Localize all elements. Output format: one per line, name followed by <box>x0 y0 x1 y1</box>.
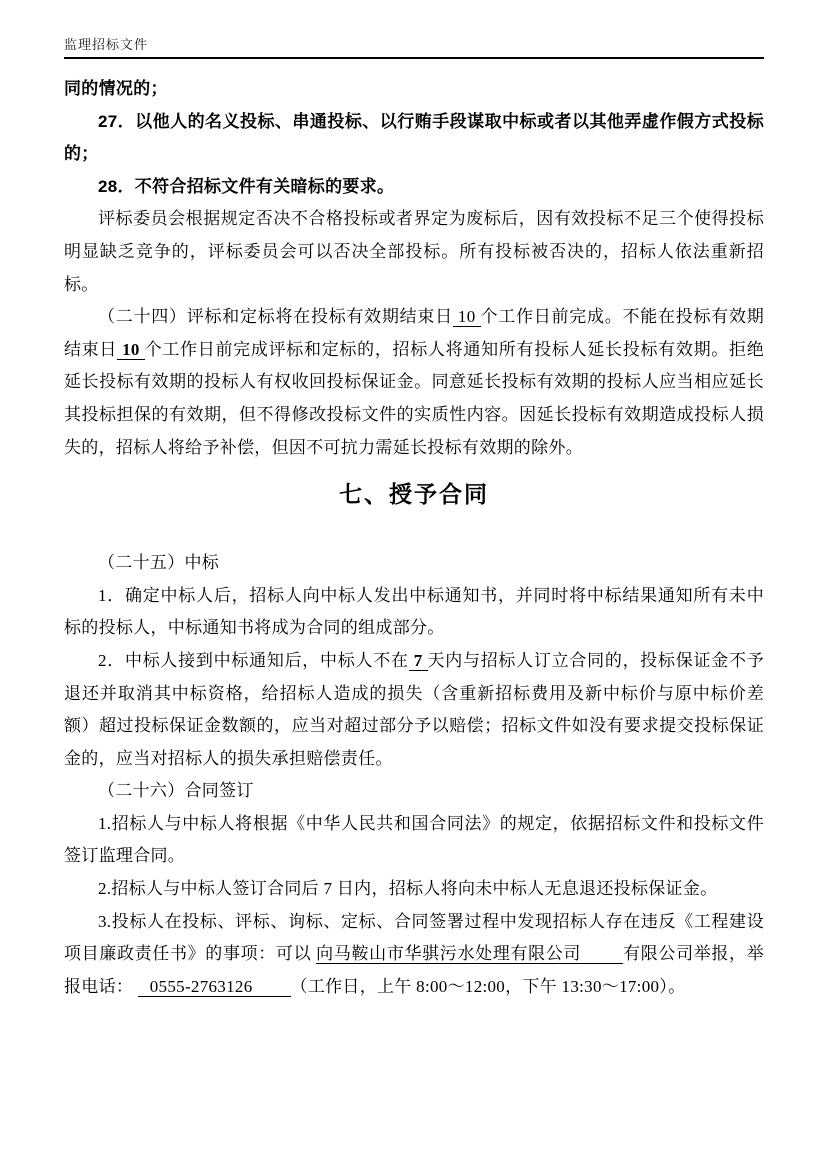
contract-days-blank: 7 <box>408 650 428 670</box>
section-title-award-contract: 七、授予合同 <box>339 481 489 508</box>
clause-25-item-2 <box>64 645 764 775</box>
page-header <box>64 36 764 59</box>
clause-26-item-3-text-1: 3.投标人在投标、评标、询标、定标、合同签署过程中发现招标人存在违反《工程建设项目廉政责任书》的事项：可以 <box>64 911 764 964</box>
clause-26-item-2: 2.招标人与中标人签订合同后 7 日内，招标人将向未中标人无息退还投标保证金。 <box>98 879 718 899</box>
paragraph-rejection: 评标委员会根据规定否决不合格投标或者界定为废标后，因有效投标不足三个使得投标明显缺乏竞争的，评标委员会可以否决全部投标。所有投标被否决的，招标人依法重新招标。 <box>64 209 764 294</box>
clause-25-item-2-text-2: 天内与招标人订立合同的，投标保证金不予退还并取消其中标资格，给招标人造成的损失（含重新招标费用及新中标价与原中标价差额）超过投标保证金数额的，应当对超过部分予以赔偿；招标文件如没有要求提交投标保证金的，应当对招标人的损失承担赔偿责任。 <box>64 650 765 768</box>
report-phone-blank: 0555-2763126 <box>138 977 291 997</box>
clause-24-text-1: （二十四）评标和定标将在投标有效期结束日 <box>98 307 453 327</box>
document-body <box>64 73 764 1003</box>
clause-27: 27．以他人的名义投标、串通投标、以行贿手段谋取中标或者以其他弄虚作假方式投标的； <box>64 111 764 164</box>
report-company-blank: 向马鞍山市华骐污水处理有限公司 <box>316 944 623 964</box>
clause-26-item-3-text-2: 有限公司举报，举报电话： <box>64 944 765 996</box>
clause-24 <box>64 301 764 464</box>
clause-fragment: 同的情况的； <box>64 79 168 98</box>
clause-28: 28．不符合招标文件有关暗标的要求。 <box>98 176 395 196</box>
clause-26-item-3 <box>64 906 764 1004</box>
clause-25-item-2-text-1: 2．中标人接到中标通知后，中标人不在 <box>98 650 409 670</box>
validity-days-blank-1: 10 <box>452 307 481 327</box>
clause-25-item-1: 1．确定中标人后，招标人向中标人发出中标通知书，并同时将中标结果通知所有未中标的投标人，中标通知书将成为合同的组成部分。 <box>64 585 764 638</box>
clause-25-heading: （二十五）中标 <box>98 553 220 573</box>
validity-days-blank-2: 10 <box>117 339 145 359</box>
clause-24-text-3: 个工作日前完成评标和定标的，招标人将通知所有投标人延长投标有效期。拒绝延长投标有效期的投标人有权收回投标保证金。同意延长投标有效期的投标人应当相应延长其投标担保的有效期，但不得修改投标文件的实质性内容。因延长投标有效期造成投标人损失的，招标人将给予补偿，但因不可抗力需延长投标有效期的除外。 <box>64 339 764 457</box>
clause-26-item-1: 1.招标人与中标人将根据《中华人民共和国合同法》的规定，依据招标文件和投标文件签订监理合同。 <box>64 813 764 866</box>
clause-26-heading: （二十六）合同签订 <box>98 781 254 801</box>
clause-24-text-2: 个工作日前完成。不能在投标有效期结束日 <box>64 307 764 359</box>
clause-26-item-3-text-3: （工作日，上午 8:00～12:00，下午 13:30～17:00）。 <box>290 976 686 996</box>
page-header-title: 监理招标文件 <box>64 37 149 52</box>
